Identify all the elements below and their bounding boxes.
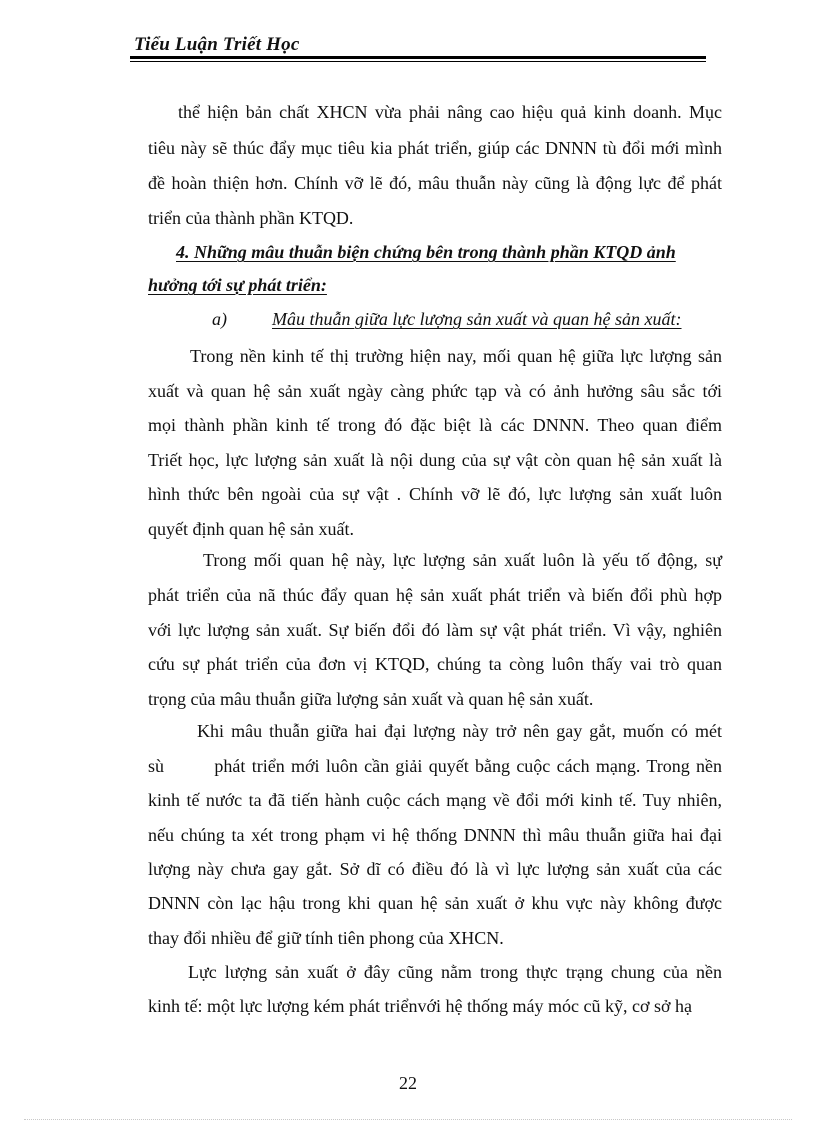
paragraph-line: hình thức bên ngoài của sự vật . Chính vỡ lẽ đó, lực lượng sản xuất luôn	[148, 484, 722, 504]
running-header-title: Tiểu Luận Triết Học	[134, 34, 300, 55]
paragraph-line: đề hoàn thiện hơn. Chính vỡ lẽ đó, mâu thuẫn này cũng là động lực để phát	[148, 173, 722, 193]
paragraph-line: lượng này chưa gay gắt. Sở dĩ có điều đó là vì lực lượng sản xuất của các	[148, 859, 722, 879]
paragraph-line: Khi mâu thuẫn giữa hai đại lượng này trở nên gay gắt, muốn có mét	[197, 721, 722, 741]
paragraph-line: trọng của mâu thuẫn giữa lượng sản xuất và quan hệ sản xuất.	[148, 689, 594, 709]
paragraph-line: thay đổi nhiều để giữ tính tiên phong của XHCN.	[148, 928, 504, 948]
paragraph-line: xuất và quan hệ sản xuất ngày càng phức tạp và có ảnh hưởng sâu sắc tới	[148, 381, 722, 401]
paragraph-line: quyết định quan hệ sản xuất.	[148, 519, 354, 539]
subsection-heading	[212, 307, 712, 331]
subsection-marker: a)	[212, 309, 227, 329]
subsection-title: Mâu thuẫn giữa lực lượng sản xuất và quan hệ sản xuất:	[272, 309, 682, 329]
paragraph-line: tiêu này sẽ thúc đẩy mục tiêu kia phát triển, giúp các DNNN tù đổi mới mình	[148, 138, 722, 158]
header-rule	[130, 56, 706, 59]
page-number: 22	[399, 1073, 417, 1093]
paragraph-line: Triết học, lực lượng sản xuất là nội dung của sự vật còn quan hệ sản xuất là	[148, 450, 722, 470]
paragraph-line: mọi thành phần kinh tế trong đó đặc biệt là các DNNN. Theo quan điểm	[148, 415, 722, 435]
section-heading: 4. Những mâu thuẫn biện chứng bên trong thành phần KTQD ảnh	[176, 242, 676, 262]
paragraph-line: Lực lượng sản xuất ở đây cũng nằm trong thực trạng chung của nền	[188, 962, 722, 982]
paragraph-line: DNNN còn lạc hậu trong khi quan hệ sản xuất ở khu vực này không được	[148, 893, 722, 913]
section-heading-continued: hưởng tới sự phát triển:	[148, 275, 327, 295]
paragraph-line: kinh tế nước ta đã tiến hành cuộc cách mạng về đổi mới kinh tế. Tuy nhiên,	[148, 790, 722, 810]
paragraph-line: sù phát triển mới luôn cần giải quyết bằng cuộc cách mạng. Trong nền	[148, 756, 722, 776]
paragraph-line: với lực lượng sản xuất. Sự biến đổi đó làm sự vật phát triển. Vì vậy, nghiên	[148, 620, 722, 640]
paragraph-line: nếu chúng ta xét trong phạm vi hệ thống DNNN thì mâu thuẫn giữa hai đại	[148, 825, 722, 845]
footer-divider	[24, 1119, 792, 1120]
header-rule-thin	[130, 61, 706, 62]
paragraph-line: triển của thành phần KTQD.	[148, 208, 354, 228]
paragraph-line: cứu sự phát triển của đơn vị KTQD, chúng ta còng luôn thấy vai trò quan	[148, 654, 722, 674]
paragraph-line: thể hiện bản chất XHCN vừa phải nâng cao hiệu quả kinh doanh. Mục	[178, 102, 722, 122]
paragraph-line: Trong mối quan hệ này, lực lượng sản xuất luôn là yếu tố động, sự	[203, 550, 722, 570]
paragraph-line: phát triển của nã thúc đẩy quan hệ sản xuất phát triển và biến đổi phù hợp	[148, 585, 722, 605]
paragraph-line: Trong nền kinh tế thị trường hiện nay, mối quan hệ giữa lực lượng sản	[190, 346, 722, 366]
paragraph-line: kinh tế: một lực lượng kém phát triểnvới hệ thống máy móc cũ kỹ, cơ sở hạ	[148, 996, 692, 1016]
